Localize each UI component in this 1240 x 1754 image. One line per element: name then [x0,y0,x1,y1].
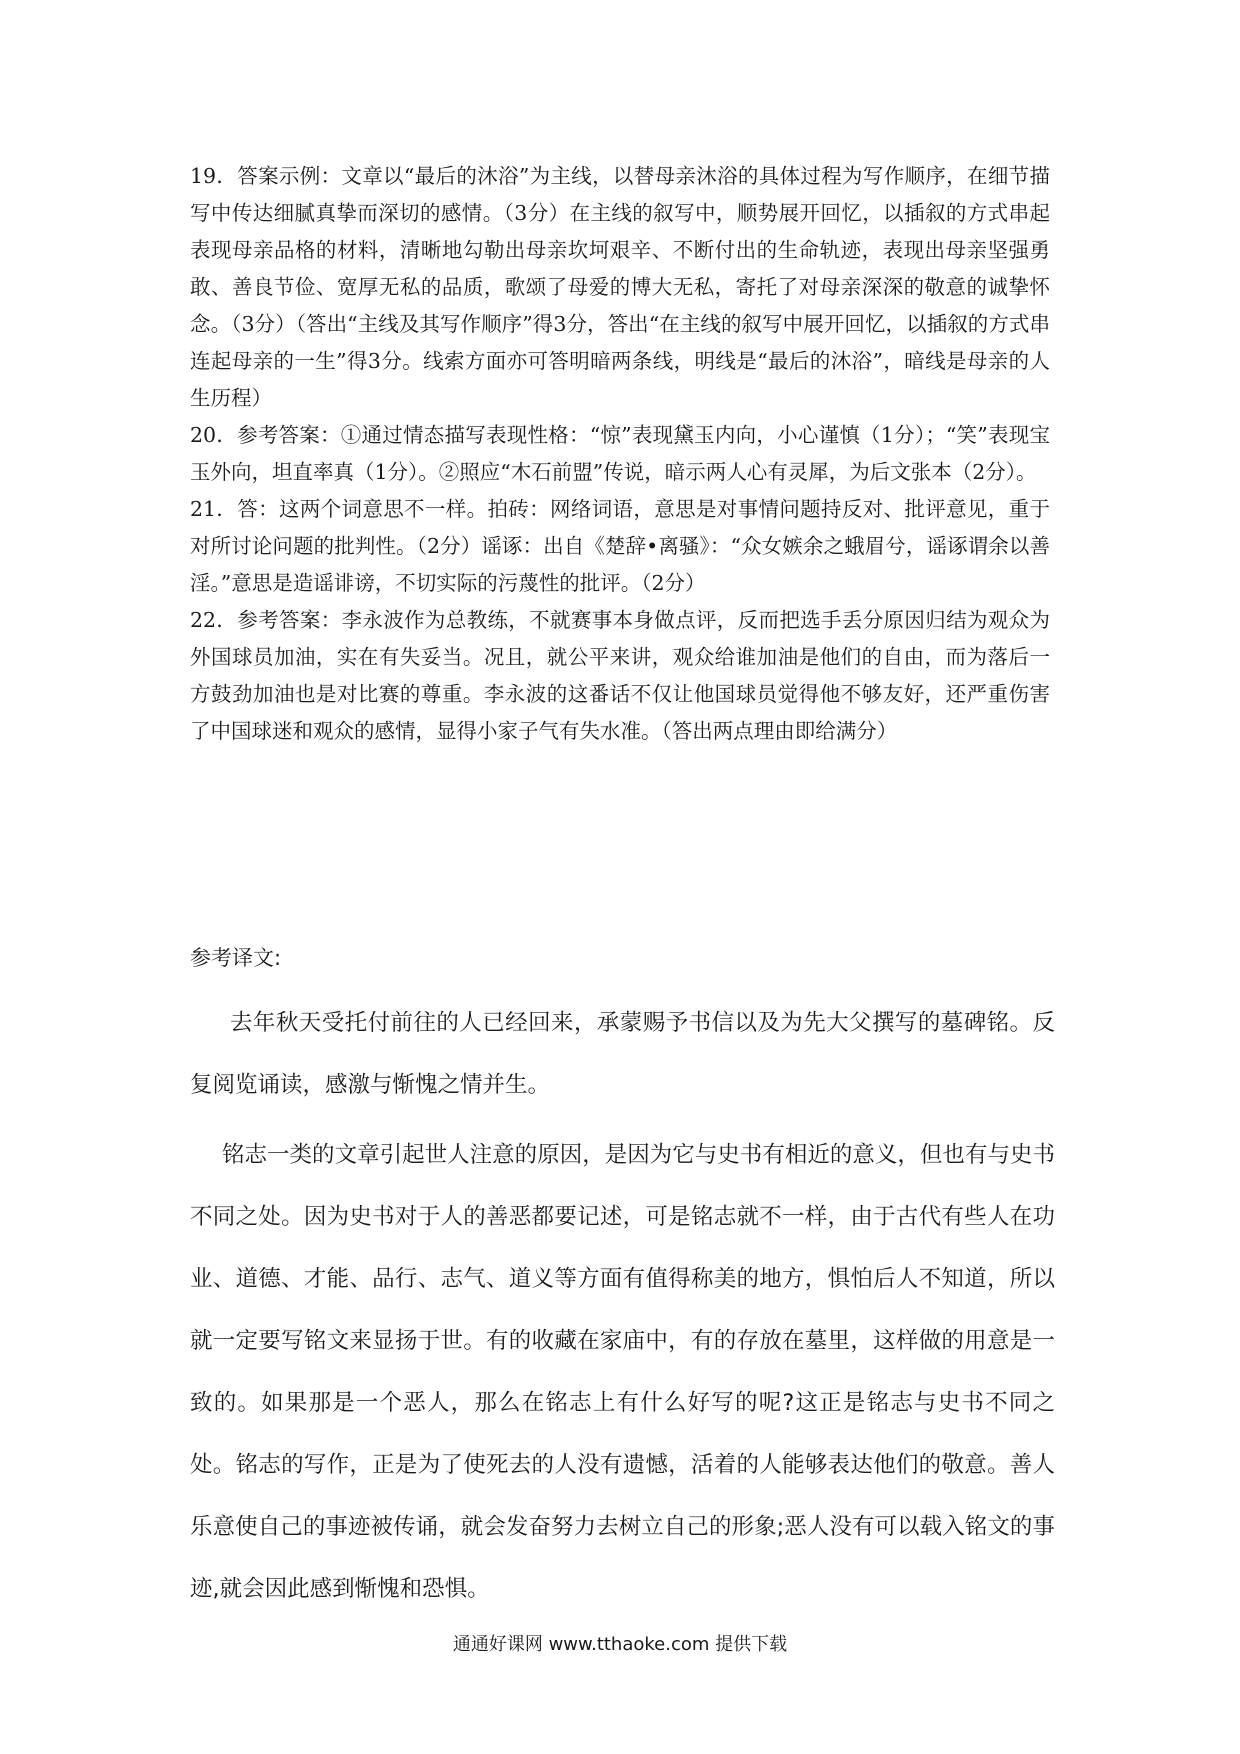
translation-paragraph-1: 去年秋天受托付前往的人已经回来，承蒙赐予书信以及为先大父撰写的墓碑铭。反复阅览诵读，感激与惭愧之情并生。 [190,1010,1055,1098]
translation-paragraph-2: 铭志一类的文章引起世人注意的原因，是因为它与史书有相近的意义，但也有与史书不同之处。因为史书对于人的善恶都要记述，可是铭志就不一样，由于古代有些人在功业、道德、才能、品行、志气、道义等方面有值得称美的地方，惧怕后人不知道，所以就一定要写铭文来显扬于世。有的收藏在家庙中，有的存放在墓里，这样做的用意是一致的。如果那是一个恶人，那么在铭志上有什么好写的呢?这正是铭志与史书不同之处。铭志的写作，正是为了使死去的人没有遗憾，活着的人能够表达他们的敬意。善人乐意使自己的事迹被传诵，就会发奋努力去树立自己的形象;恶人没有可以载入铭文的事迹,就会因此感到惭愧和恐惧。 [190,1142,1055,1602]
translation-title: 参考译文: [190,946,282,970]
answer-22: 22．参考答案：李永波作为总教练，不就赛事本身做点评，反而把选手丢分原因归结为观众为外国球员加油，实在有失妥当。况且，就公平来讲，观众给谁加油是他们的自由，而为落后一方鼓劲加油也是对比赛的尊重。李永波的这番话不仅让他国球员觉得他不够友好，还严重伤害了中国球迷和观众的感情，显得小家子气有失水准。（答出两点理由即给满分） [190,608,1050,743]
answer-20: 20．参考答案：①通过情态描写表现性格：“惊”表现黛玉内向，小心谨慎（1分）；“笑”表现宝玉外向，坦直率真（1分）。②照应“木石前盟”传说，暗示两人心有灵犀，为后文张本（2分）。 [190,423,1050,484]
answer-section [190,158,1050,750]
answer-21: 21．答：这两个词意思不一样。拍砖：网络词语，意思是对事情问题持反对、批评意见，重于对所讨论问题的批判性。（2分）谣诼：出自《楚辞•离骚》：“众女嫉余之蛾眉兮，谣诼谓余以善淫。”意思是造谣诽谤，不切实际的污蔑性的批评。（2分） [190,497,1050,595]
translation-section [190,992,1055,1628]
answer-19: 19．答案示例：文章以“最后的沐浴”为主线，以替母亲沐浴的具体过程为写作顺序，在细节描写中传达细腻真挚而深切的感情。（3分）在主线的叙写中，顺势展开回忆，以插叙的方式串起表现母亲品格的材料，清晰地勾勒出母亲坎坷艰辛、不断付出的生命轨迹，表现出母亲坚强勇敢、善良节俭、宽厚无私的品质，歌颂了母爱的博大无私，寄托了对母亲深深的敬意的诚挚怀念。（3分）（答出“主线及其写作顺序”得3分，答出“在主线的叙写中展开回忆，以插叙的方式串连起母亲的一生”得3分。线索方面亦可答明暗两条线，明线是“最后的沐浴”，暗线是母亲的人生历程） [190,164,1050,410]
page-footer: 通通好课网 www.tthaoke.com 提供下载 [452,1634,788,1655]
